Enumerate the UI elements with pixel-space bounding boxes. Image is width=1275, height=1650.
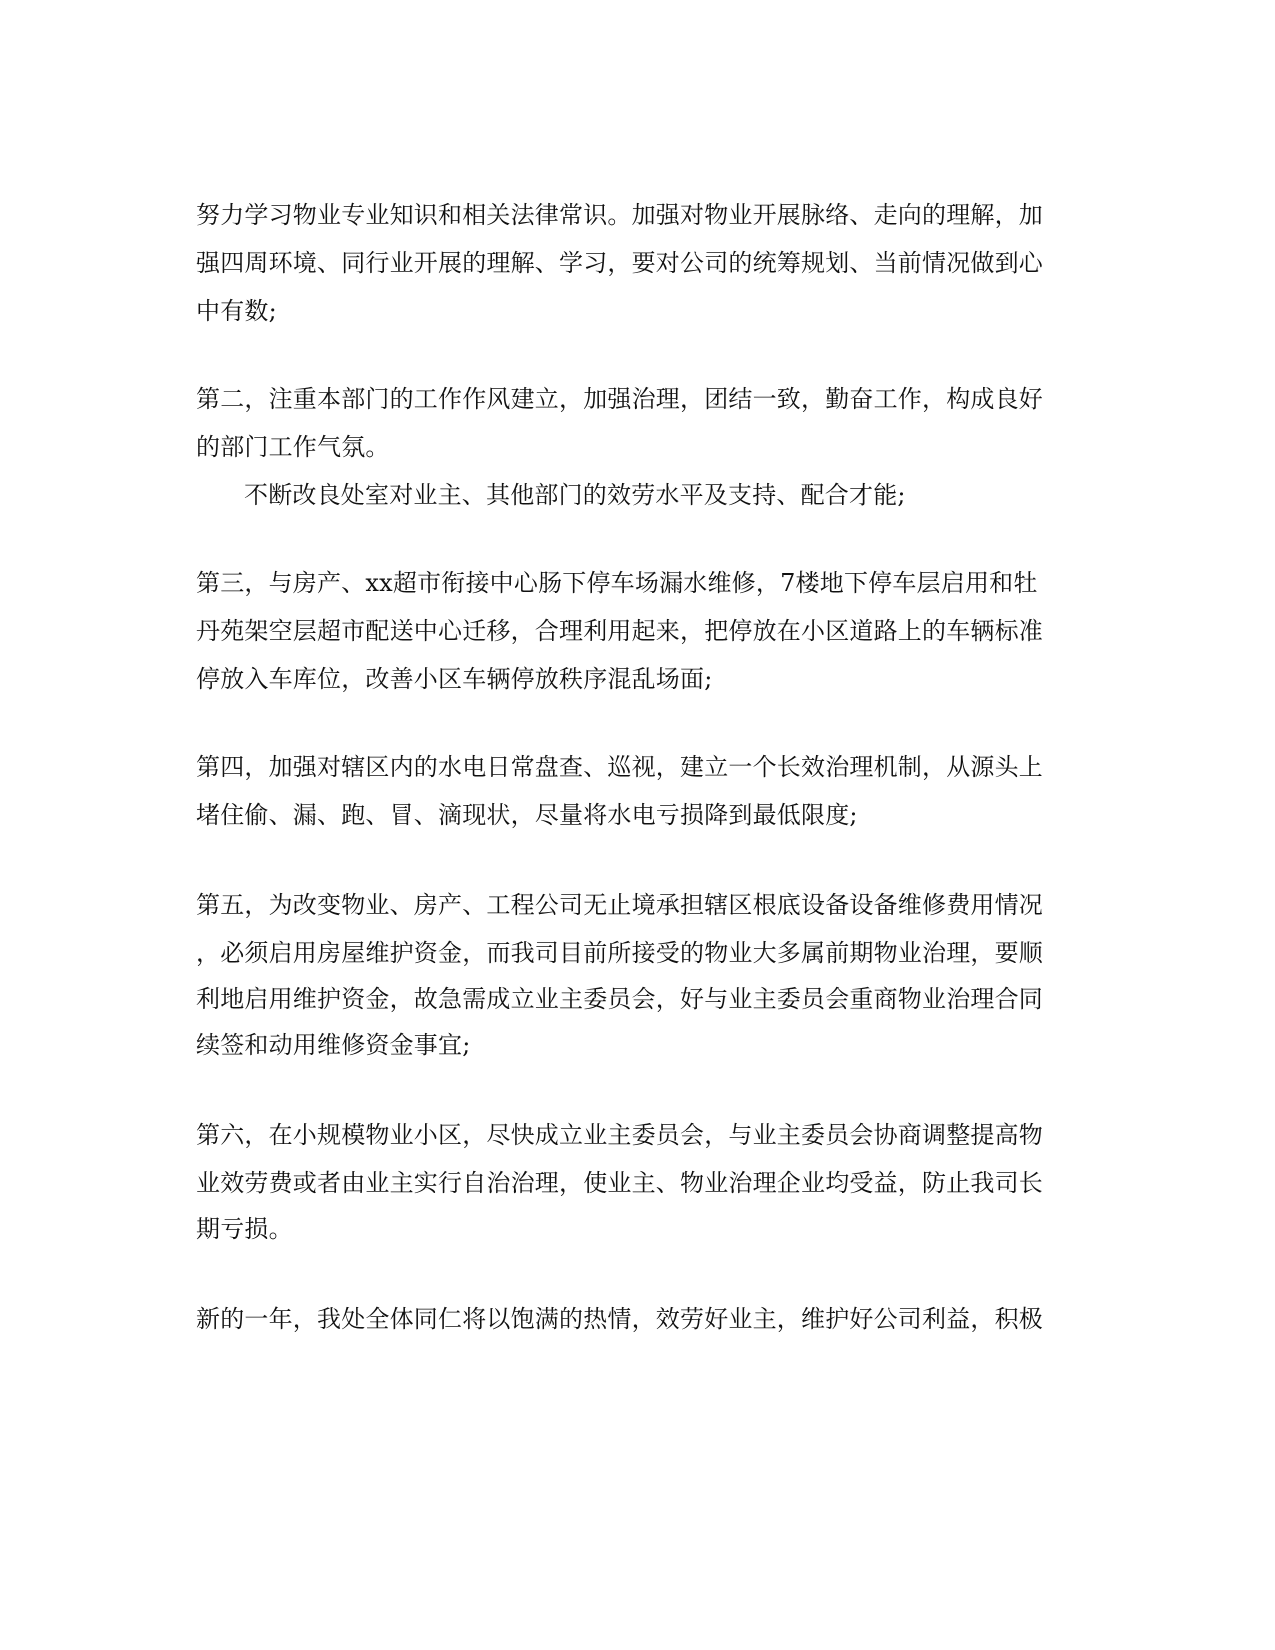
paragraph-6-line-1: 第六，在小规模物业小区，尽快成立业主委员会，与业主委员会协商调整提高物 [196,1121,1043,1149]
paragraph-3-line-2: 丹苑架空层超市配送中心迁移，合理利用起来，把停放在小区道路上的车辆标准 [196,617,1043,645]
paragraph-5-line-3: 利地启用维护资金，故急需成立业主委员会，好与业主委员会重商物业治理合同 [196,985,1043,1013]
paragraph-1-line-1: 努力学习物业专业知识和相关法律常识。加强对物业开展脉络、走向的理解，加 [196,201,1043,229]
paragraph-7-line-1: 新的一年，我处全体同仁将以饱满的热情，效劳好业主，维护好公司利益，积极 [196,1305,1043,1333]
paragraph-4-line-1: 第四，加强对辖区内的水电日常盘查、巡视，建立一个长效治理机制，从源头上 [196,753,1043,781]
paragraph-2-line-1: 第二，注重本部门的工作作风建立，加强治理，团结一致，勤奋工作，构成良好 [196,385,1043,413]
paragraph-5-line-2: ，必须启用房屋维护资金，而我司目前所接受的物业大多属前期物业治理，要顺 [196,939,1043,967]
paragraph-2-line-2: 的部门工作气氛。 [196,433,390,461]
paragraph-6-line-3: 期亏损。 [196,1215,293,1243]
paragraph-4-line-2: 堵住偷、漏、跑、冒、滴现状，尽量将水电亏损降到最低限度; [196,801,858,829]
paragraph-5-line-1: 第五，为改变物业、房产、工程公司无止境承担辖区根底设备设备维修费用情况 [196,891,1043,919]
paragraph-5-line-4: 续签和动用维修资金事宜; [196,1031,471,1059]
paragraph-1-line-3: 中有数; [196,297,277,325]
paragraph-3-line-3: 停放入车库位，改善小区车辆停放秩序混乱场面; [196,665,713,693]
paragraph-3-line-1: 第三，与房产、xx超市衔接中心肠下停车场漏水维修，7楼地下停车层启用和牡 [196,569,1038,597]
paragraph-1-line-2: 强四周环境、同行业开展的理解、学习，要对公司的统筹规划、当前情况做到心 [196,249,1043,277]
paragraph-2-line-3: 不断改良处室对业主、其他部门的效劳水平及支持、配合才能; [244,481,906,509]
paragraph-6-line-2: 业效劳费或者由业主实行自治治理，使业主、物业治理企业均受益，防止我司长 [196,1169,1043,1197]
